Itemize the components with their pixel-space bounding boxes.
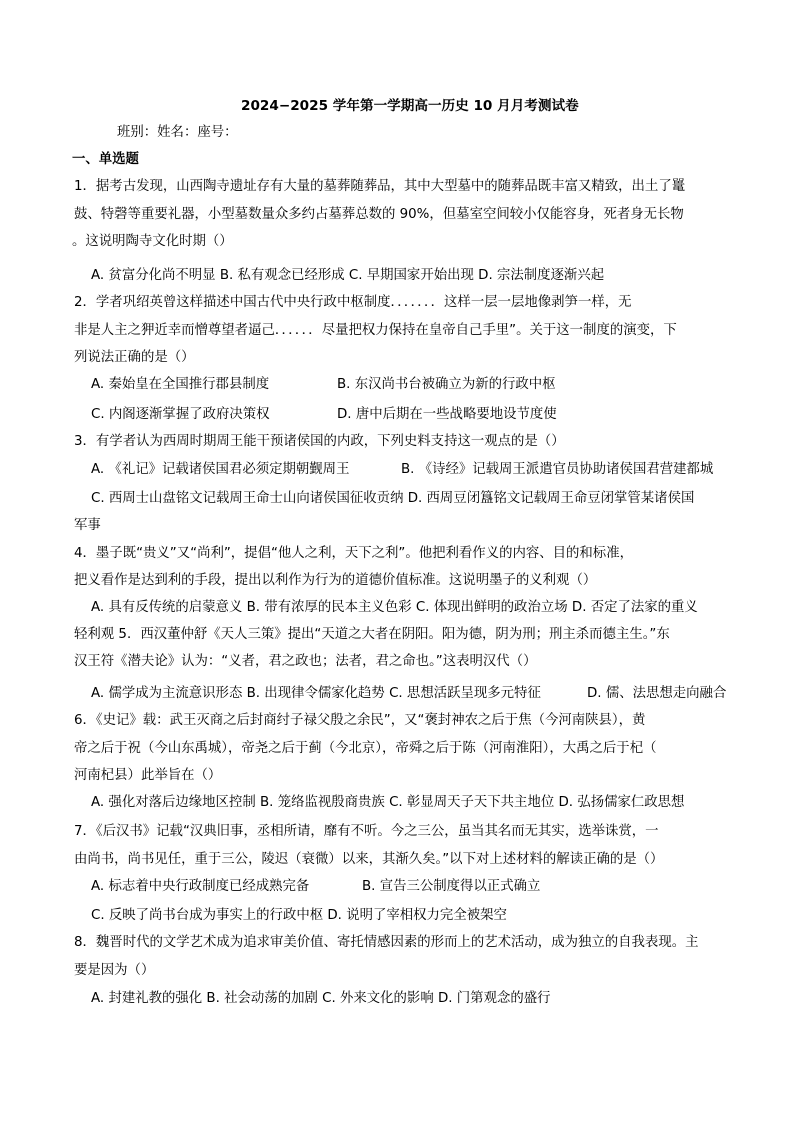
option-c-d: C. 西周士山盘铭文记载周王命士山向诸侯国征收贡纳 D. 西周豆闭簋铭文记载周王命豆闭掌管某诸侯国 xyxy=(91,491,695,506)
question-text-line: 6．《史记》载：武王灭商之后封商纣子禄父殷之余民”，又“褒封神农之后于焦（今河南陕县），黄 xyxy=(74,713,646,728)
option-b: B. 东汉尚书台被确立为新的行政中枢 xyxy=(337,377,556,392)
question-text-line: 由尚书，尚书见任，重于三公，陵迟（衰微）以来，其渐久矣。”以下对上述材料的解读正确的是（） xyxy=(74,852,664,867)
option-c: C. 内阁逐渐掌握了政府决策权 xyxy=(91,407,270,422)
question-text-line: 7．《后汉书》记载“汉典旧事，丞相所请，靡有不听。今之三公，虽当其名而无其实，选举诛赏，一 xyxy=(74,824,659,839)
question-text-line: 1．据考古发现，山西陶寺遗址存有大量的墓葬随葬品，其中大型墓中的随葬品既丰富又精致，出土了鼍 xyxy=(74,179,686,194)
option-d: D. 儒、法思想走向融合 xyxy=(587,686,727,701)
question-text-line: 把义看作是达到利的手段，提出以利作为行为的道德价值标准。这说明墨子的义利观（） xyxy=(74,573,597,588)
question-text-line: 列说法正确的是（） xyxy=(74,350,195,365)
option-a: A. 《礼记》记载诸侯国君必须定期朝觐周王 xyxy=(91,462,350,477)
question-options: A. 贫富分化尚不明显 B. 私有观念已经形成 C. 早期国家开始出现 D. 宗法制度逐渐兴起 xyxy=(91,268,605,283)
option-d: D. 唐中后期在一些战略要地设节度使 xyxy=(337,407,557,422)
question-options: A. 具有反传统的启蒙意义 B. 带有浓厚的民本主义色彩 C. 体现出鲜明的政治立场 D. 否定了法家的重义 xyxy=(91,600,698,615)
student-info: 班别：姓名：座号： xyxy=(117,125,238,140)
question-text-line: 2．学者巩绍英曾这样描述中国古代中央行政中枢制度．．．．．．．这样一层一层地像剥笋一样，无 xyxy=(74,295,632,310)
question-text-line: 鼓、特磬等重要礼器，小型墓数量众多约占墓葬总数的 90%，但墓室空间较小仅能容身，死者身无长物 xyxy=(74,207,684,222)
question-text-line: 4．墨子既“贵义”又“尚利”，提倡“他人之利，天下之利”。他把利看作义的内容、目的和标准， xyxy=(74,546,633,561)
question-text-line: 8．魏晋时代的文学艺术成为追求审美价值、寄托情感因素的形而上的艺术活动，成为独立的自我表现。主 xyxy=(74,935,699,950)
option-a: A. 秦始皇在全国推行郡县制度 xyxy=(91,377,270,392)
option-a: A. 标志着中央行政制度已经成熟完备 xyxy=(91,879,310,894)
exam-title: 2024−2025 学年第一学期高一历史 10 月月考测试卷 xyxy=(241,98,579,114)
option-continuation: 军事 xyxy=(74,518,101,533)
question-text-line: 要是因为（） xyxy=(74,963,155,978)
option-b: B. 《诗经》记载周王派遣官员协助诸侯国君营建都城 xyxy=(401,462,714,477)
question-options: A. 强化对落后边缘地区控制 B. 笼络监视殷商贵族 C. 彰显周天子天下共主地位 D. 弘扬儒家仁政思想 xyxy=(91,795,685,810)
question-text-line: 帝之后于祝（今山东禹城），帝尧之后于蓟（今北京），帝舜之后于陈（河南淮阳），大禹之后于杞（ xyxy=(74,741,657,756)
option-a-b-c: A. 儒学成为主流意识形态 B. 出现律令儒家化趋势 C. 思想活跃呈现多元特征 xyxy=(91,686,541,701)
question-options: A. 封建礼教的强化 B. 社会动荡的加剧 C. 外来文化的影响 D. 门第观念的盛行 xyxy=(91,991,551,1006)
question-options-continuation: 轻利观 5．西汉董仲舒《天人三策》提出“天道之大者在阴阳。阳为德，阴为刑；刑主杀而德主生。”东 xyxy=(74,627,670,642)
option-c-d: C. 反映了尚书台成为事实上的行政中枢 D. 说明了宰相权力完全被架空 xyxy=(91,908,507,923)
question-text-line: 非是人主之狎近幸而憎尊望者逼己．．．．．．尽量把权力保持在皇帝自己手里”。关于这一制度的演变，下 xyxy=(74,323,677,338)
question-text-line: 3．有学者认为西周时期周王能干预诸侯国的内政，下列史料支持这一观点的是（） xyxy=(74,434,565,449)
question-text-line: 河南杞县）此举旨在（） xyxy=(74,768,222,783)
section-heading: 一、单选题 xyxy=(72,152,139,167)
question-text-line: 汉王符《潜夫论》认为：“义者，君之政也；法者，君之命也。”这表明汉代（） xyxy=(74,654,537,669)
option-b: B. 宣告三公制度得以正式确立 xyxy=(362,879,541,894)
question-text-line: 。这说明陶寺文化时期（） xyxy=(72,234,233,249)
